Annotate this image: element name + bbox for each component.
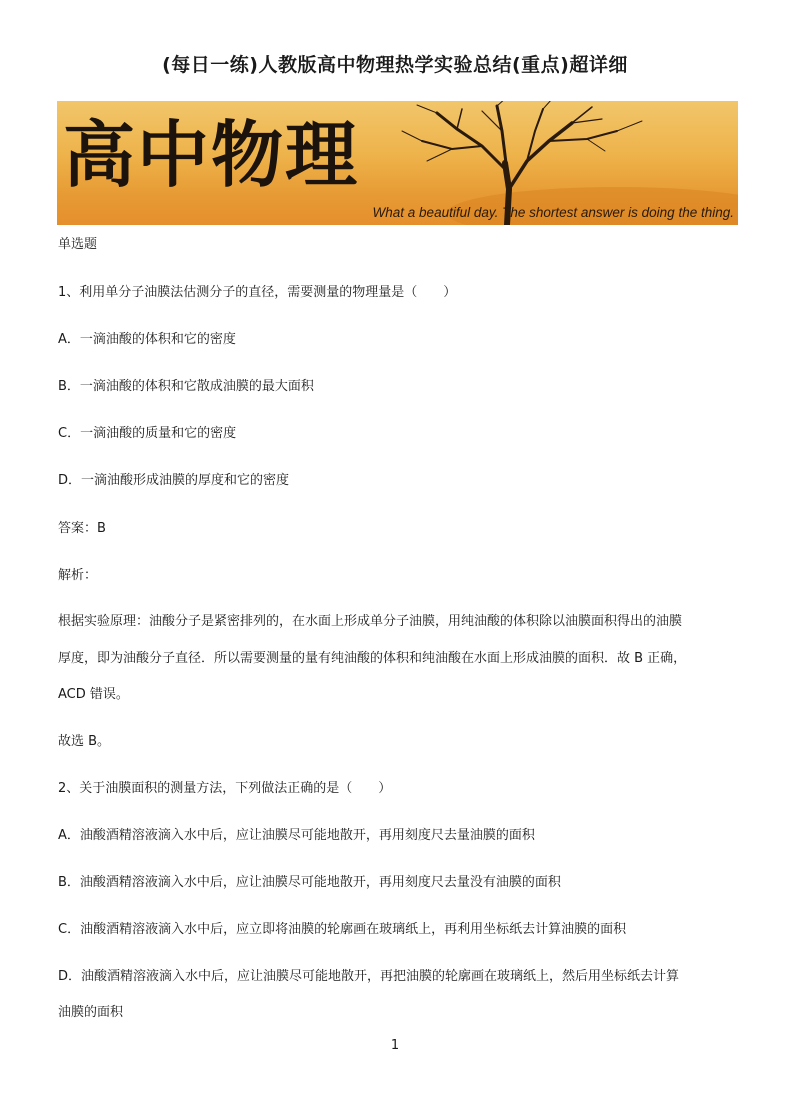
question-2-option-b: B．油酸酒精溶液滴入水中后，应让油膜尽可能地散开，再用刻度尺去量没有油膜的面积 [58,875,561,890]
question-1-answer: 答案：B [58,521,106,536]
question-2-option-d-line-2: 油膜的面积 [58,1005,124,1020]
question-1-analysis-label: 解析： [58,568,98,583]
banner-image [57,101,738,225]
question-2-option-c: C．油酸酒精溶液滴入水中后，应立即将油膜的轮廓画在玻璃纸上，再利用坐标纸去计算油膜的面积 [58,922,627,937]
question-1-conclusion: 故选 B。 [58,734,111,749]
question-2-stem: 2、关于油膜面积的测量方法，下列做法正确的是（ ） [58,781,392,796]
page-number: 1 [390,1038,400,1053]
question-1-stem: 1、利用单分子油膜法估测分子的直径，需要测量的物理量是（ ） [58,285,457,300]
question-1-option-a: A．一滴油酸的体积和它的密度 [58,332,236,347]
question-1-analysis-line-2: 厚度，即为油酸分子直径．所以需要测量的量有纯油酸的体积和纯油酸在水面上形成油膜的面积．故 B 正确， [58,651,687,666]
question-2-option-a: A．油酸酒精溶液滴入水中后，应让油膜尽可能地散开，再用刻度尺去量油膜的面积 [58,828,535,843]
question-1-analysis-line-1: 根据实验原理：油酸分子是紧密排列的，在水面上形成单分子油膜，用纯油酸的体积除以油膜面积得出的油膜 [58,614,683,629]
banner-motto: What a beautiful day. The shortest answer is doing the thing. [372,205,734,220]
question-1-option-c: C．一滴油酸的质量和它的密度 [58,426,237,441]
question-1-analysis-line-3: ACD 错误。 [58,687,129,702]
question-2-option-d-line-1: D．油酸酒精溶液滴入水中后，应让油膜尽可能地散开，再把油膜的轮廓画在玻璃纸上，然后用坐标纸去计算 [58,969,680,984]
question-1-option-b: B．一滴油酸的体积和它散成油膜的最大面积 [58,379,314,394]
question-1-option-d: D．一滴油酸形成油膜的厚度和它的密度 [58,473,290,488]
page-title: (每日一练)人教版高中物理热学实验总结(重点)超详细 [162,54,628,76]
section-label: 单选题 [58,237,98,252]
banner-title: 高中物理 [63,112,360,197]
